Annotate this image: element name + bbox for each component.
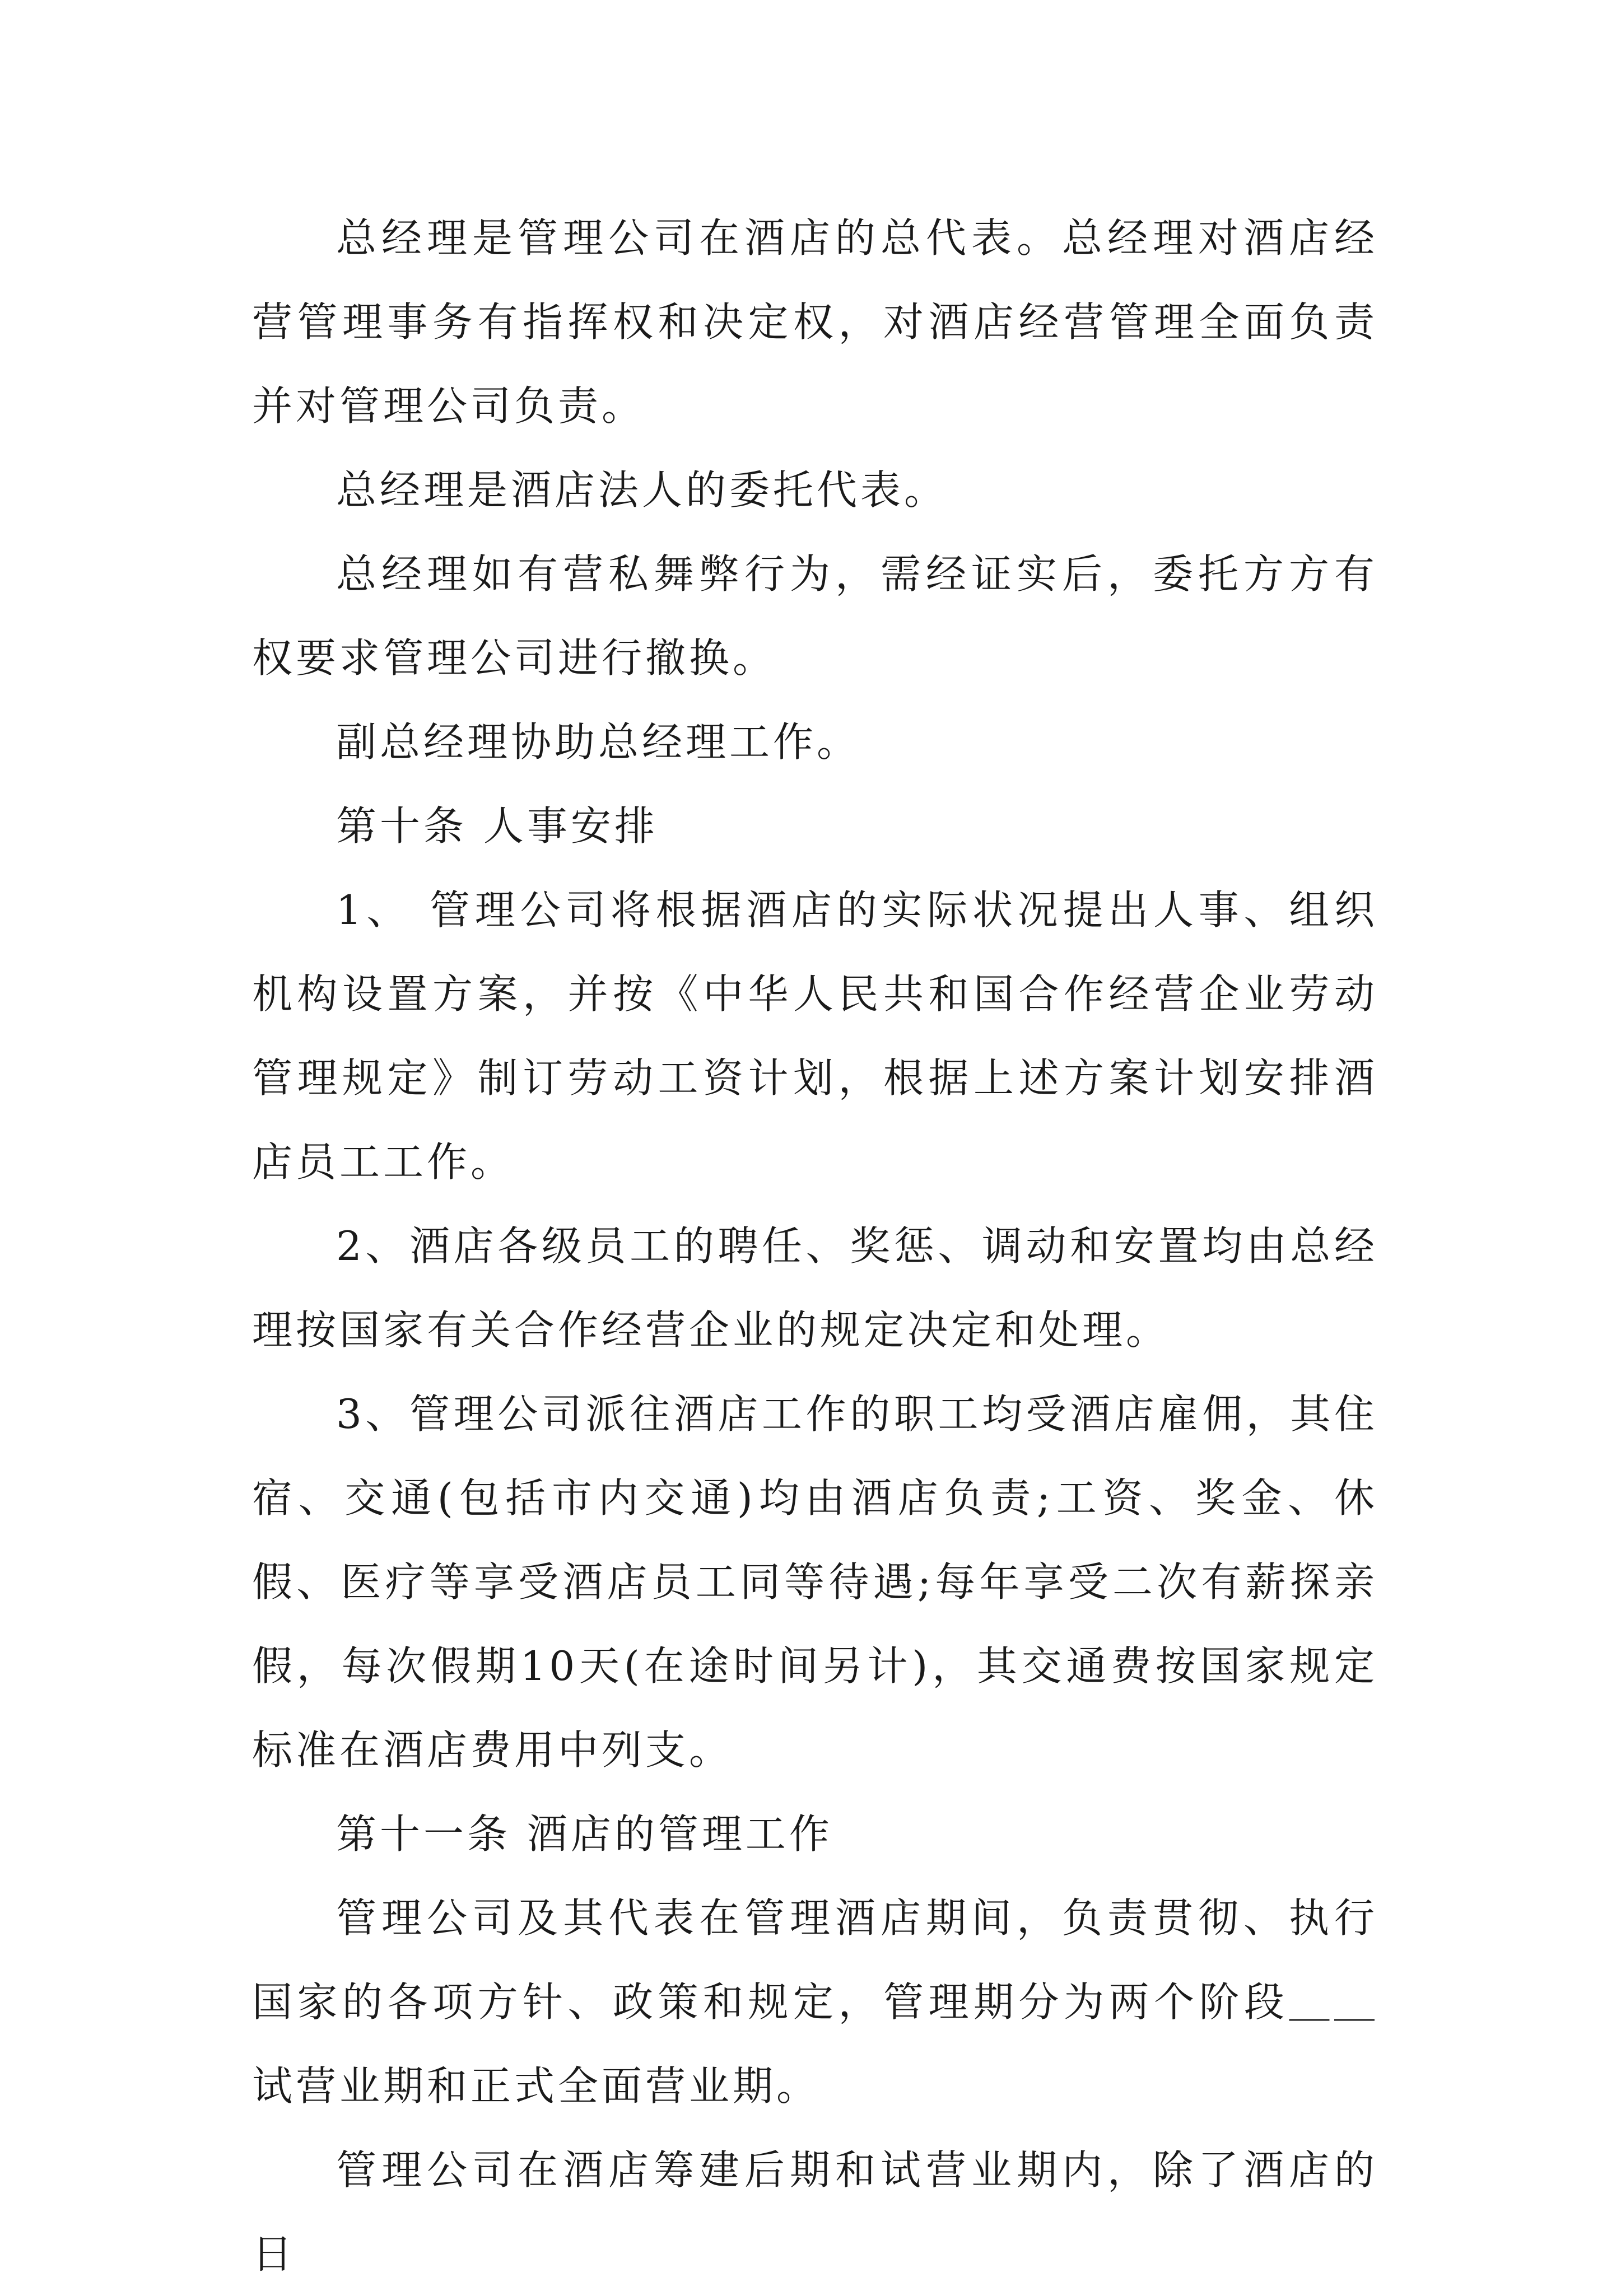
document-body [252,196,1378,2296]
article-10-item-2: 2、酒店各级员工的聘任、奖惩、调动和安置均由总经理按国家有关合作经营企业的规定决定和处理。 [252,1222,1378,1354]
paragraph-general-manager-misconduct: 总经理如有营私舞弊行为，需经证实后，委托方方有权要求管理公司进行撤换。 [252,550,1378,682]
article-10-heading: 第十条 人事安排 [336,802,658,850]
article-11-paragraph-2: 管理公司在酒店筹建后期和试营业期内，除了酒店的日 [252,2146,1378,2278]
article-11-paragraph-1: 管理公司及其代表在管理酒店期间，负责贯彻、执行国家的各项方针、政策和规定，管理期分为两个阶段＿＿试营业期和正式全面营业期。 [252,1894,1378,2110]
paragraph-general-manager-representative: 总经理是酒店法人的委托代表。 [336,466,948,514]
article-10-item-3: 3、管理公司派往酒店工作的职工均受酒店雇佣，其住宿、交通(包括市内交通)均由酒店负责;工资、奖金、休假、医疗等享受酒店员工同等待遇;每年享受二次有薪探亲假，每次假期10天(在途时间另计)，其交通费按国家规定标准在酒店费用中列支。 [252,1390,1378,1774]
article-10-item-1: 1、 管理公司将根据酒店的实际状况提出人事、组织机构设置方案，并按《中华人民共和国合作经营企业劳动管理规定》制订劳动工资计划，根据上述方案计划安排酒店员工工作。 [252,886,1378,1186]
paragraph-general-manager-role: 总经理是管理公司在酒店的总代表。总经理对酒店经营管理事务有指挥权和决定权，对酒店经营管理全面负责并对管理公司负责。 [252,214,1378,430]
paragraph-deputy-general-manager: 副总经理协助总经理工作。 [336,718,861,766]
article-11-heading: 第十一条 酒店的管理工作 [336,1810,833,1858]
